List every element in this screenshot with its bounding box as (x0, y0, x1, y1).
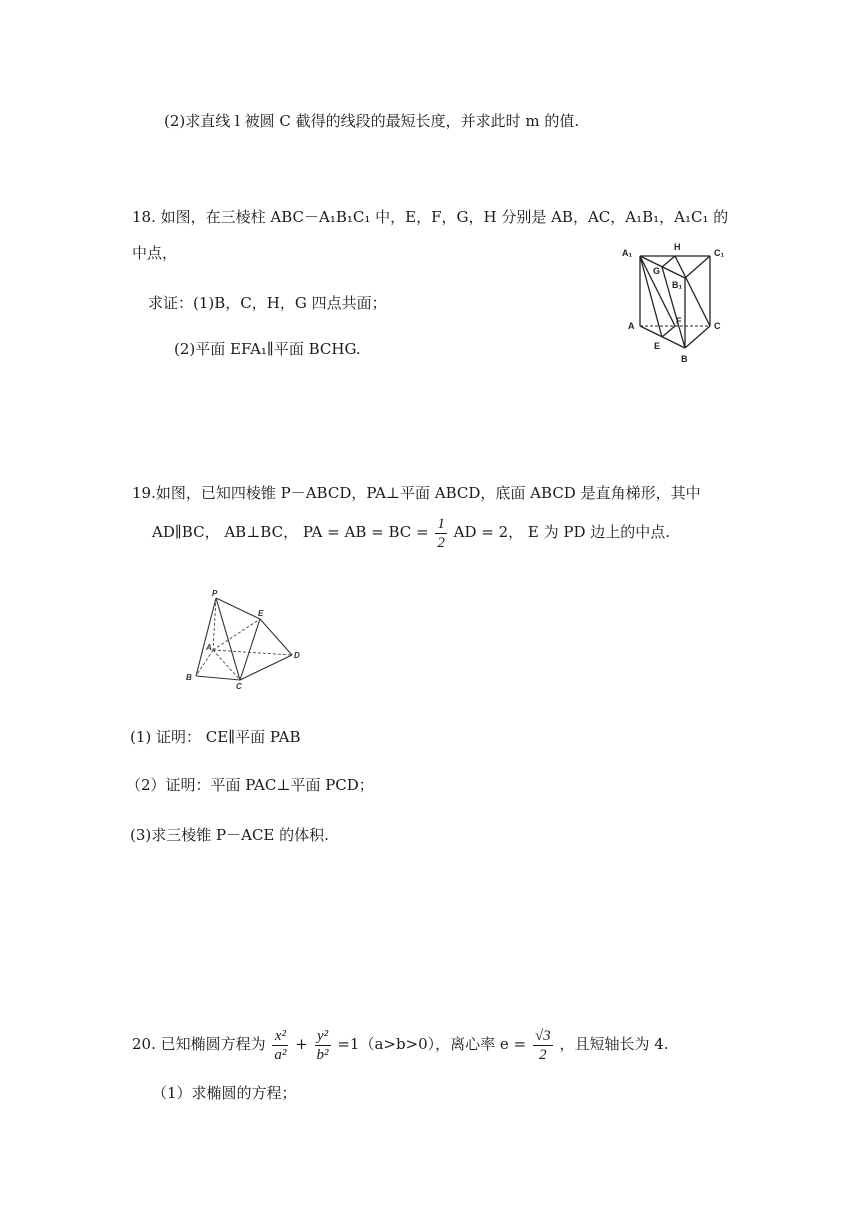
q18-label-a: A (628, 321, 635, 331)
q18-stem-line2: 中点， (132, 244, 178, 262)
q19-frac-den: 2 (437, 534, 445, 551)
q18-label-c: C (714, 321, 721, 331)
q18-part2: (2)平面 EFA₁∥平面 BCHG. (174, 340, 361, 358)
q18-label-b1: B₁ (672, 280, 683, 290)
q19-part2: （2）证明：平面 PAC⊥平面 PCD； (126, 776, 374, 794)
q19-label-d: D (294, 651, 300, 660)
q19-pyramid-figure (182, 588, 306, 692)
q19-conditions-a: AD∥BC， AB⊥BC， PA = AB = BC = (152, 523, 429, 541)
q20-y-num: y² (315, 1027, 331, 1046)
q20-prefix: 20. 已知椭圆方程为 (132, 1035, 266, 1053)
q19-part3: (3)求三棱锥 P－ACE 的体积. (130, 826, 329, 844)
q20-e-den: 2 (539, 1046, 547, 1063)
q19-stem-line2 (152, 514, 670, 550)
q19-stem-line1: 19.如图，已知四棱锥 P－ABCD，PA⊥平面 ABCD，底面 ABCD 是直角梯形，其中 (132, 484, 701, 502)
q20-e-num: √3 (534, 1027, 551, 1044)
q20-x-fraction (272, 1027, 288, 1064)
q18-label-b: B (681, 354, 688, 364)
q17-part2: (2)求直线 l 被圆 C 截得的线段的最短长度，并求此时 m 的值. (164, 112, 580, 130)
q20-y-fraction (315, 1027, 331, 1064)
q18-prism-figure (618, 236, 738, 368)
q18-label-e: E (654, 341, 661, 351)
q20-x-den: a² (274, 1046, 287, 1063)
q20-x-num: x² (272, 1027, 288, 1046)
q20-suffix: ，且短轴长为 4. (559, 1035, 669, 1053)
q18-label-c1: C₁ (714, 248, 725, 258)
q18-label-g: G (653, 266, 661, 276)
q20-stem (132, 1022, 669, 1066)
q19-label-p: P (212, 589, 218, 598)
q19-conditions-b: AD = 2， E 为 PD 边上的中点. (453, 523, 671, 541)
q19-label-b: B (186, 673, 192, 682)
q20-part1: （1）求椭圆的方程； (152, 1084, 297, 1102)
q20-e-fraction (533, 1027, 553, 1064)
q18-part1: 求证：(1)B，C，H，G 四点共面； (148, 294, 387, 312)
q18-label-a1: A₁ (622, 248, 633, 258)
q19-label-c: C (236, 682, 242, 691)
q20-y-den: b² (316, 1046, 329, 1063)
q19-frac-num: 1 (437, 515, 445, 532)
q19-part1: (1) 证明： CE∥平面 PAB (130, 728, 301, 746)
q20-plus: + (295, 1035, 308, 1053)
q19-half-fraction (435, 515, 447, 552)
q18-stem-line1: 18. 如图，在三棱柱 ABC－A₁B₁C₁ 中，E，F，G，H 分别是 AB，AC，A₁B₁，A₁C₁ 的 (132, 208, 729, 226)
q18-label-f: F (676, 316, 682, 326)
q20-equation: =1（a>b>0），离心率 e = (337, 1035, 527, 1053)
q19-label-a: A (206, 643, 212, 652)
q19-label-e: E (258, 609, 264, 618)
q18-label-h: H (674, 242, 681, 252)
